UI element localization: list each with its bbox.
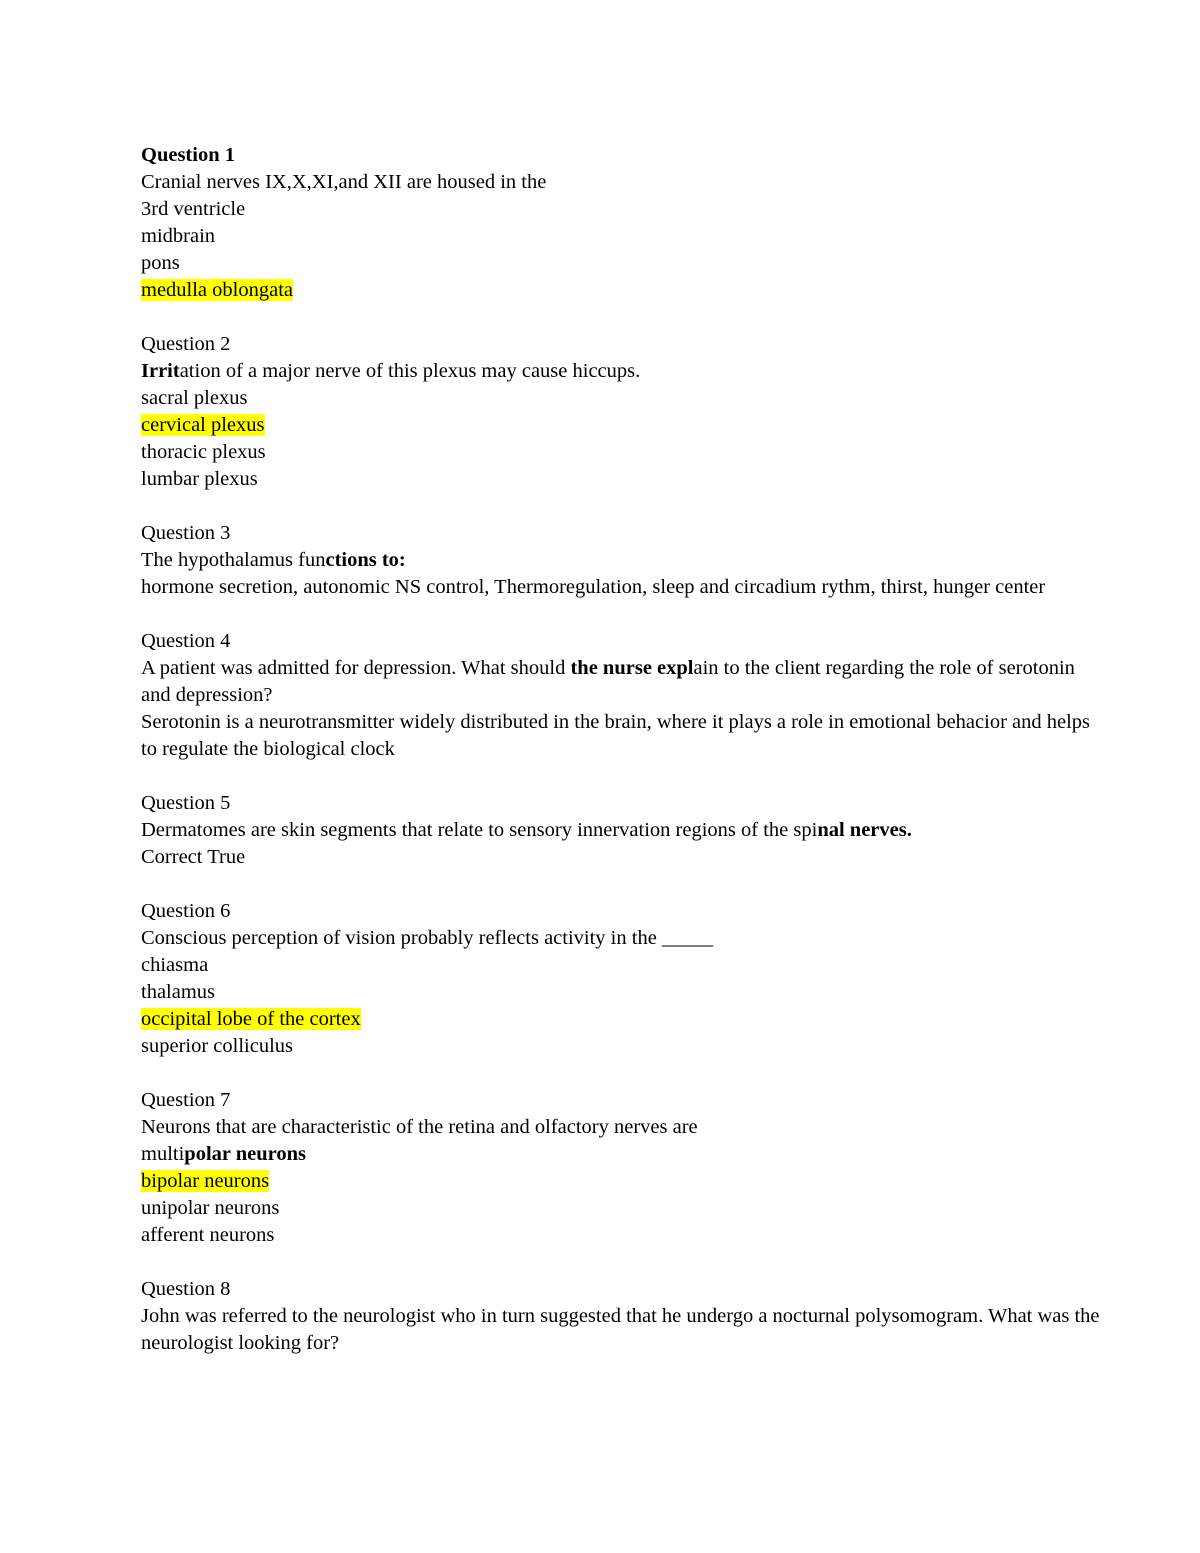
question-8 — [141, 1276, 1105, 1357]
answer-text: hormone secretion, autonomic NS control, Thermoregulation, sleep and circadium rythm, thirst, hunger center — [141, 576, 1046, 598]
answer-option: 3rd ventricle — [141, 198, 246, 220]
document-content — [141, 142, 1105, 1357]
answer-option: lumbar plexus — [141, 468, 258, 490]
answer-option: midbrain — [141, 225, 216, 247]
highlighted-answer-option: occipital lobe of the cortex — [141, 1008, 361, 1030]
question-prompt: Conscious perception of vision probably reflects activity in the _____ — [141, 927, 714, 949]
highlighted-answer-option: cervical plexus — [141, 414, 265, 436]
question-prompt: Cranial nerves IX,X,XI,and XII are housed in the — [141, 171, 547, 193]
answer-option: pons — [141, 252, 180, 274]
answer-option: sacral plexus — [141, 387, 248, 409]
question-3 — [141, 520, 1101, 601]
question-heading: Question 6 — [141, 900, 231, 922]
question-6 — [141, 898, 1101, 1060]
question-prompt: Irritation of a major nerve of this plexus may cause hiccups. — [141, 360, 641, 382]
question-prompt: The hypothalamus functions to: — [141, 549, 406, 571]
answer-option: multipolar neurons — [141, 1143, 307, 1165]
question-prompt: Dermatomes are skin segments that relate to sensory innervation regions of the spinal nerves. — [141, 819, 912, 841]
question-prompt: John was referred to the neurologist who in turn suggested that he undergo a nocturnal polysomogram. What was the neurologist looking for? — [141, 1305, 1105, 1354]
answer-option: superior colliculus — [141, 1035, 294, 1057]
question-heading: Question 7 — [141, 1089, 231, 1111]
question-prompt: A patient was admitted for depression. What should the nurse explain to the client regarding the role of serotonin and depression? — [141, 657, 1081, 706]
answer-option: chiasma — [141, 954, 209, 976]
question-heading: Question 2 — [141, 333, 231, 355]
answer-option: afferent neurons — [141, 1224, 275, 1246]
question-1 — [141, 142, 1101, 304]
answer-text: Serotonin is a neurotransmitter widely distributed in the brain, where it plays a role in emotional behacior and helps to regulate the biological clock — [141, 711, 1096, 760]
highlighted-answer-option: bipolar neurons — [141, 1170, 270, 1192]
question-heading: Question 4 — [141, 630, 231, 652]
question-heading: Question 1 — [141, 144, 235, 166]
question-7 — [141, 1087, 1101, 1249]
question-2 — [141, 331, 1101, 493]
answer-option: thalamus — [141, 981, 216, 1003]
answer-option: thoracic plexus — [141, 441, 266, 463]
highlighted-answer-option: medulla oblongata — [141, 279, 293, 301]
question-heading: Question 3 — [141, 522, 231, 544]
question-4 — [141, 628, 1101, 763]
answer-option: unipolar neurons — [141, 1197, 280, 1219]
question-heading: Question 8 — [141, 1278, 231, 1300]
answer-text: Correct True — [141, 846, 246, 868]
question-prompt: Neurons that are characteristic of the retina and olfactory nerves are — [141, 1116, 698, 1138]
question-5 — [141, 790, 1101, 871]
question-heading: Question 5 — [141, 792, 231, 814]
